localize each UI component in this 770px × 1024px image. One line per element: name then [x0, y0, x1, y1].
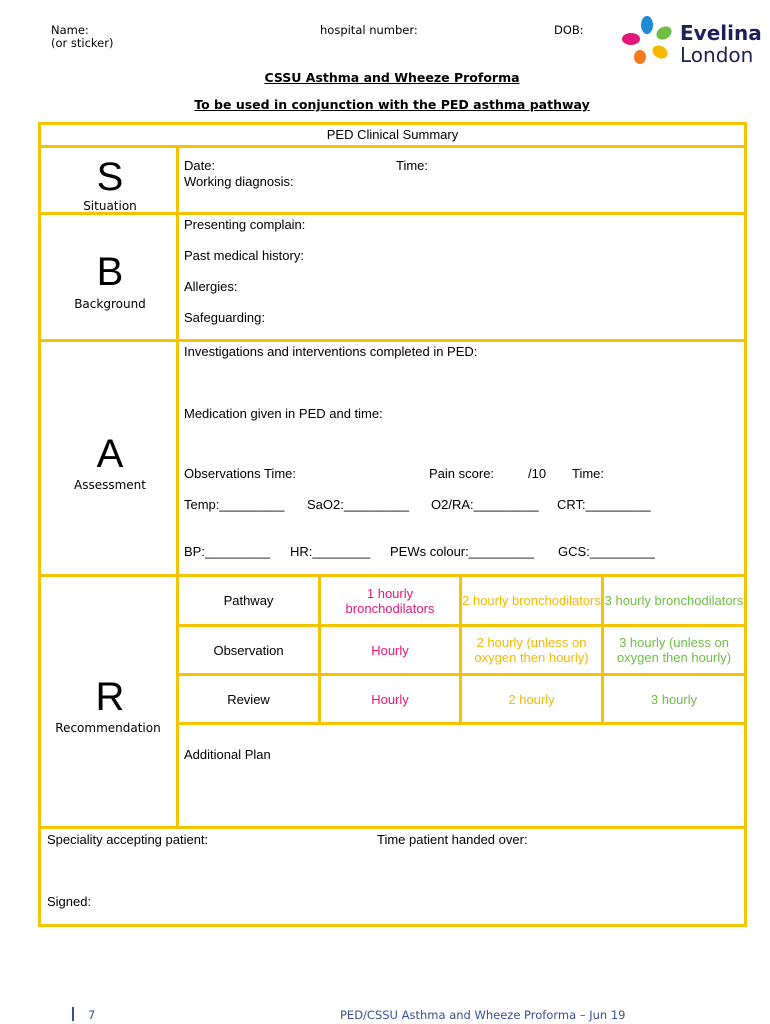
- pathway-row-label: Pathway: [223, 593, 274, 608]
- pews-colour-field[interactable]: PEWs colour:_________: [390, 544, 534, 559]
- presenting-complaint-field[interactable]: Presenting complain:: [184, 217, 306, 232]
- situation-label: Situation: [83, 199, 137, 213]
- review-2-hourly: 2 hourly: [508, 691, 555, 707]
- dob-label: DOB:: [554, 23, 584, 37]
- o2-ra-field[interactable]: O2/RA:_________: [431, 497, 539, 512]
- assessment-label: Assessment: [74, 478, 146, 492]
- bp-field[interactable]: BP:_________: [184, 544, 271, 559]
- background-letter: B: [96, 250, 124, 294]
- gcs-field[interactable]: GCS:_________: [558, 544, 655, 559]
- medication-field[interactable]: Medication given in PED and time:: [184, 406, 383, 421]
- footer-divider: [72, 1007, 74, 1021]
- temp-field[interactable]: Temp:_________: [184, 497, 285, 512]
- observation-row-label: Observation: [213, 642, 284, 658]
- pathway-2-hourly: 2 hourly bronchodilators: [462, 593, 601, 608]
- crt-field[interactable]: CRT:_________: [557, 497, 651, 512]
- recommendation-letter: R: [95, 675, 125, 719]
- logo-text-london: London: [680, 43, 754, 67]
- recommendation-label: Recommendation: [55, 721, 161, 735]
- situation-letter: S: [96, 155, 124, 199]
- background-label: Background: [74, 297, 146, 311]
- pain-score-field[interactable]: Pain score:: [429, 466, 495, 481]
- sticker-label: (or sticker): [51, 36, 114, 50]
- review-3-hourly: 3 hourly: [650, 691, 698, 707]
- page-number: 7: [88, 1008, 96, 1022]
- additional-plan-field[interactable]: Additional Plan: [184, 747, 271, 762]
- observation-2-hourly: 2 hourly (unless on oxygen then hourly): [474, 635, 589, 665]
- time-field[interactable]: Time:: [396, 158, 429, 173]
- signed-field[interactable]: Signed:: [47, 894, 92, 909]
- working-diagnosis-field[interactable]: Working diagnosis:: [184, 174, 294, 189]
- evelina-logo: [620, 15, 760, 70]
- name-label: Name:: [51, 23, 89, 37]
- footer-doc-title: PED/CSSU Asthma and Wheeze Proforma – Jun 19: [340, 1008, 626, 1022]
- observation-hourly: Hourly: [371, 642, 409, 658]
- flower-logo-icon: [620, 15, 678, 67]
- form-title: CSSU Asthma and Wheeze Proforma: [264, 70, 520, 85]
- safeguarding-field[interactable]: Safeguarding:: [184, 310, 265, 325]
- investigations-field[interactable]: Investigations and interventions completed in PED:: [184, 344, 478, 359]
- allergies-field[interactable]: Allergies:: [184, 279, 238, 294]
- hospital-number-label: hospital number:: [320, 23, 418, 37]
- date-field[interactable]: Date:: [184, 158, 216, 173]
- pathway-3-hourly: 3 hourly bronchodilators: [604, 593, 744, 608]
- time-handed-over-field[interactable]: Time patient handed over:: [377, 832, 528, 847]
- pathway-1-hourly: 1 hourly bronchodilators: [345, 585, 435, 616]
- pain-time-field[interactable]: Time:: [572, 466, 605, 481]
- table-heading: PED Clinical Summary: [326, 127, 459, 142]
- hr-field[interactable]: HR:________: [290, 544, 371, 559]
- review-hourly: Hourly: [371, 691, 409, 707]
- form-subtitle: To be used in conjunction with the PED asthma pathway: [194, 97, 590, 112]
- pain-score-out-of: /10: [528, 466, 547, 481]
- observation-3-hourly: 3 hourly (unless on oxygen then hourly): [616, 635, 732, 665]
- review-row-label: Review: [227, 691, 270, 707]
- past-medical-history-field[interactable]: Past medical history:: [184, 248, 304, 263]
- sao2-field[interactable]: SaO2:_________: [307, 497, 409, 512]
- logo-text-evelina: Evelina: [680, 21, 762, 45]
- observations-time-field[interactable]: Observations Time:: [184, 466, 296, 481]
- assessment-letter: A: [96, 432, 124, 476]
- speciality-accepting-field[interactable]: Speciality accepting patient:: [47, 832, 209, 847]
